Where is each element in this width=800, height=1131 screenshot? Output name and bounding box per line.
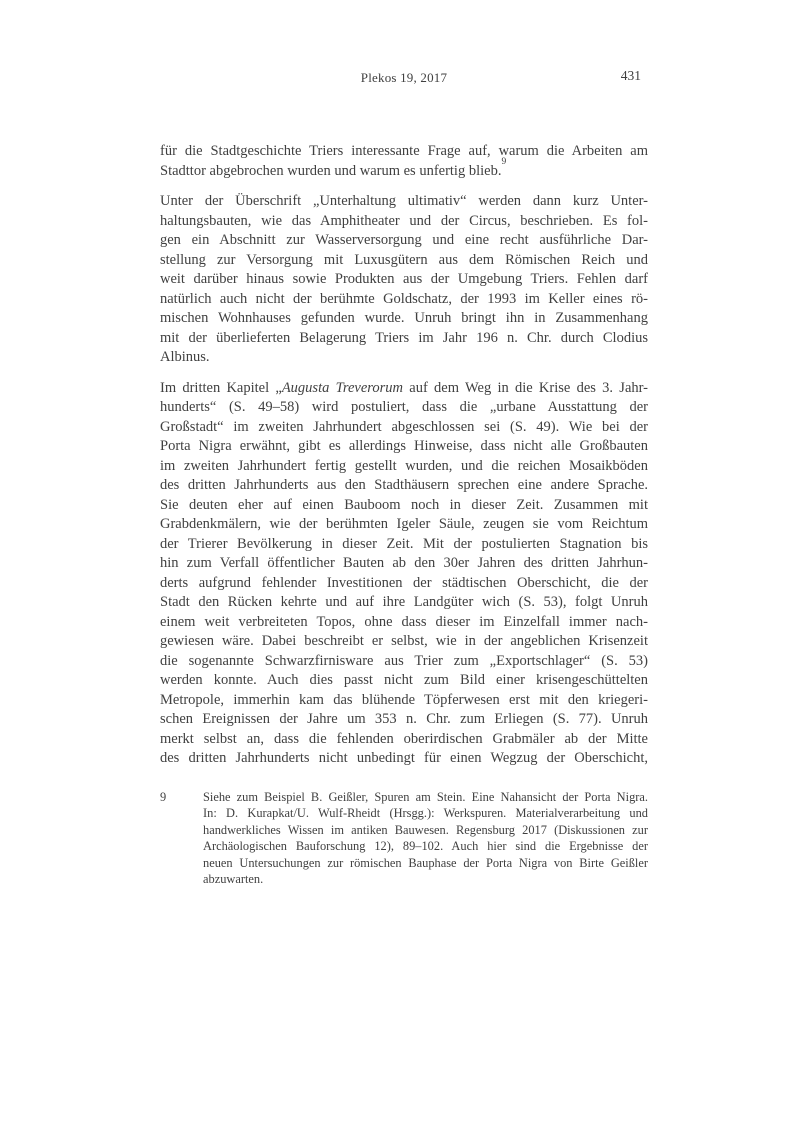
text-line: im zweiten Jahrhundert fertig gestellt wurden, und die reichen Mosaikböden: [160, 457, 648, 474]
footnote-text: [203, 789, 648, 887]
text-line: Großstadt“ im zweiten Jahrhundert abgeschlossen sei (S. 49). Wie bei der: [160, 418, 648, 435]
text-line: des dritten Jahrhunderts nicht unbedingt für einen Wegzug der Oberschicht,: [160, 750, 648, 766]
text-line: für die Stadtgeschichte Triers interessante Frage auf, warum die Arbeiten am: [160, 143, 648, 159]
paragraph: [160, 142, 648, 181]
text-line: stellung zur Versorgung mit Luxusgütern aus dem Römischen Reich und: [160, 251, 648, 268]
text-line: hunderts“ (S. 49–58) wird postuliert, dass die „urbane Ausstattung der: [160, 399, 648, 415]
text-line: derts aufgrund fehlender Investitionen der städtischen Oberschicht, die der: [160, 574, 648, 591]
text-line: weit darüber hinaus sowie Produkten aus der Umgebung Triers. Fehlen darf: [160, 271, 648, 287]
text-line: hin zum Verfall öffentlicher Bauten ab den 30er Jahren des dritten Jahrhun-: [160, 555, 648, 571]
text-line: natürlich auch nicht der berühmte Goldschatz, der 1993 im Keller eines rö-: [160, 290, 648, 307]
footnote-number: 9: [160, 790, 167, 804]
text-line: gewiesen wäre. Dabei beschreibt er selbst, wie in der angeblichen Krisenzeit: [160, 633, 648, 649]
text-line: Sie deuten eher auf einen Bauboom noch in dieser Zeit. Zusammen mit: [160, 496, 648, 513]
body-text: [160, 142, 648, 769]
text-line: der Trierer Bevölkerung in dieser Zeit. Mit der postulierten Stagnation bis: [160, 535, 648, 552]
text-line: Albinus.: [160, 349, 210, 365]
text-line: die sogenannte Schwarzfirnisware aus Trier zum „Exportschlager“ (S. 53): [160, 652, 648, 669]
text-line: Grabdenkmälern, wie der berühmten Igeler Säule, zeugen sie vom Reichtum: [160, 516, 648, 532]
text-line: einem weit verbreiteten Topos, ohne dass dieser im Einzelfall immer nach-: [160, 613, 648, 630]
text-line: mischen Wohnhauses gefunden wurde. Unruh bringt ihn in Zusammenhang: [160, 310, 648, 326]
text-line: merkt selbst an, dass die fehlenden oberirdischen Grabmäler ab der Mitte: [160, 730, 648, 747]
text-line: abzuwarten.: [203, 872, 264, 887]
text-line: Unter der Überschrift „Unterhaltung ultimativ“ werden dann kurz Unter-: [160, 193, 648, 209]
text-line: des dritten Jahrhunderts aus den Stadthäusern sprechen eine andere Sprache.: [160, 477, 648, 493]
paragraph: [160, 192, 648, 368]
paragraph: [160, 379, 648, 769]
text-line: gen ein Abschnitt zur Wasserversorgung und eine recht ausführliche Dar-: [160, 232, 648, 248]
page-number: 431: [620, 68, 641, 83]
text-line: Porta Nigra erwähnt, gibt es allerdings Hinweise, dass nicht alle Großbauten: [160, 438, 648, 454]
text-line: Stadttor abgebrochen wurden und warum es unfertig blieb.$^9$: [160, 156, 507, 179]
text-line: Stadt den Rücken kehrte und auf ihre Landgüter wich (S. 53), folgt Unruh: [160, 594, 648, 610]
text-line: Metropole, immerhin kam das blühende Töpferwesen erst mit den kriegeri-: [160, 691, 648, 708]
text-line: werden konnte. Auch dies passt nicht zum Bild einer krisengeschüttelten: [160, 672, 648, 688]
journal-title: Plekos 19, 2017: [360, 70, 448, 85]
text-line: neuen Untersuchungen zur römischen Bauphase der Porta Nigra von Birte Geißler: [203, 855, 648, 870]
footnote-section: [160, 789, 648, 887]
text-line: haltungsbauten, wie das Amphitheater und der Circus, beschrieben. Es fol-: [160, 212, 648, 229]
footnote-ref: 9: [501, 156, 507, 167]
page-header: [160, 70, 648, 88]
text-line: Siehe zum Beispiel B. Geißler, Spuren am Stein. Eine Nahansicht der Porta Nigra.: [203, 790, 648, 804]
text-line: mit der überlieferten Belagerung Triers im Jahr 196 n. Chr. durch Clodius: [160, 329, 648, 346]
text-line: Archäologischen Bauforschung 12), 89–102. Auch hier sind die Ergebnisse der: [203, 839, 648, 854]
text-line: schen Ereignissen der Jahre um 353 n. Chr. zum Erliegen (S. 77). Unruh: [160, 711, 648, 727]
text-line: handwerkliches Wissen im antiken Bauwesen. Regensburg 2017 (Diskussionen zur: [203, 822, 648, 837]
text-line: Im dritten Kapitel „Augusta Treverorum auf dem Weg in die Krise des 3. Jahr-: [160, 379, 648, 396]
text-line: In: D. Kurapkat/U. Wulf-Rheidt (Hrsgg.): Werkspuren. Materialverarbeitung und: [203, 806, 648, 821]
italic-title: Augusta Treverorum: [281, 379, 404, 396]
